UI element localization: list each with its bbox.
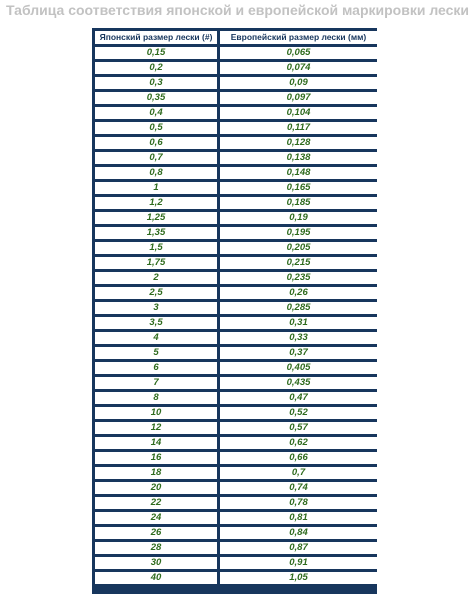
cell-european-size: 0,117 <box>220 122 377 134</box>
table-row <box>95 527 377 539</box>
cell-european-size: 0,195 <box>220 227 377 239</box>
cell-european-size: 0,47 <box>220 392 377 404</box>
cell-japanese-size: 1 <box>95 182 217 194</box>
table-row <box>95 497 377 509</box>
size-table-frame <box>92 28 377 594</box>
table-row <box>95 482 377 494</box>
cell-european-size: 0,285 <box>220 302 377 314</box>
cell-european-size: 0,91 <box>220 557 377 569</box>
cell-european-size: 0,09 <box>220 77 377 89</box>
cell-european-size: 0,148 <box>220 167 377 179</box>
table-row <box>95 422 377 434</box>
table-row <box>95 182 377 194</box>
cell-japanese-size: 2 <box>95 272 217 284</box>
cell-japanese-size: 3,5 <box>95 317 217 329</box>
size-conversion-table <box>92 28 380 587</box>
header-european-size: Европейский размер лески (мм) <box>220 31 377 44</box>
cell-european-size: 0,205 <box>220 242 377 254</box>
table-row <box>95 257 377 269</box>
cell-european-size: 0,435 <box>220 377 377 389</box>
table-row <box>95 212 377 224</box>
cell-japanese-size: 0,3 <box>95 77 217 89</box>
cell-european-size: 0,405 <box>220 362 377 374</box>
cell-japanese-size: 12 <box>95 422 217 434</box>
table-row <box>95 437 377 449</box>
table-row <box>95 512 377 524</box>
table-row <box>95 227 377 239</box>
cell-european-size: 0,37 <box>220 347 377 359</box>
table-row <box>95 362 377 374</box>
cell-european-size: 0,81 <box>220 512 377 524</box>
table-row <box>95 332 377 344</box>
cell-japanese-size: 26 <box>95 527 217 539</box>
table-row <box>95 167 377 179</box>
cell-japanese-size: 8 <box>95 392 217 404</box>
table-row <box>95 152 377 164</box>
cell-japanese-size: 1,5 <box>95 242 217 254</box>
cell-european-size: 1,05 <box>220 572 377 584</box>
page-title: Таблица соответствия японской и европейской маркировки лески <box>5 2 470 18</box>
cell-japanese-size: 6 <box>95 362 217 374</box>
table-row <box>95 242 377 254</box>
table-row <box>95 572 377 584</box>
cell-japanese-size: 0,6 <box>95 137 217 149</box>
cell-japanese-size: 0,4 <box>95 107 217 119</box>
cell-japanese-size: 0,35 <box>95 92 217 104</box>
cell-japanese-size: 0,7 <box>95 152 217 164</box>
cell-japanese-size: 0,8 <box>95 167 217 179</box>
cell-japanese-size: 40 <box>95 572 217 584</box>
cell-japanese-size: 24 <box>95 512 217 524</box>
cell-european-size: 0,097 <box>220 92 377 104</box>
table-row <box>95 347 377 359</box>
cell-japanese-size: 16 <box>95 452 217 464</box>
cell-european-size: 0,235 <box>220 272 377 284</box>
table-row <box>95 47 377 59</box>
cell-japanese-size: 7 <box>95 377 217 389</box>
table-row <box>95 272 377 284</box>
cell-japanese-size: 10 <box>95 407 217 419</box>
cell-european-size: 0,165 <box>220 182 377 194</box>
cell-japanese-size: 0,2 <box>95 62 217 74</box>
cell-european-size: 0,7 <box>220 467 377 479</box>
table-row <box>95 302 377 314</box>
table-header-row <box>95 31 377 44</box>
cell-european-size: 0,52 <box>220 407 377 419</box>
cell-japanese-size: 18 <box>95 467 217 479</box>
table-row <box>95 392 377 404</box>
cell-european-size: 0,78 <box>220 497 377 509</box>
cell-japanese-size: 1,35 <box>95 227 217 239</box>
cell-european-size: 0,87 <box>220 542 377 554</box>
table-row <box>95 542 377 554</box>
cell-japanese-size: 4 <box>95 332 217 344</box>
table-body <box>95 47 377 584</box>
cell-japanese-size: 14 <box>95 437 217 449</box>
table-row <box>95 122 377 134</box>
table-row <box>95 107 377 119</box>
cell-japanese-size: 0,5 <box>95 122 217 134</box>
cell-japanese-size: 1,75 <box>95 257 217 269</box>
table-row <box>95 407 377 419</box>
cell-european-size: 0,74 <box>220 482 377 494</box>
table-row <box>95 557 377 569</box>
cell-european-size: 0,26 <box>220 287 377 299</box>
cell-european-size: 0,62 <box>220 437 377 449</box>
cell-japanese-size: 20 <box>95 482 217 494</box>
cell-japanese-size: 0,15 <box>95 47 217 59</box>
cell-european-size: 0,138 <box>220 152 377 164</box>
cell-japanese-size: 3 <box>95 302 217 314</box>
table-row <box>95 287 377 299</box>
table-row <box>95 317 377 329</box>
table-row <box>95 62 377 74</box>
cell-european-size: 0,104 <box>220 107 377 119</box>
cell-european-size: 0,57 <box>220 422 377 434</box>
table-row <box>95 467 377 479</box>
cell-european-size: 0,66 <box>220 452 377 464</box>
cell-japanese-size: 30 <box>95 557 217 569</box>
cell-japanese-size: 1,25 <box>95 212 217 224</box>
cell-european-size: 0,185 <box>220 197 377 209</box>
table-row <box>95 377 377 389</box>
cell-european-size: 0,33 <box>220 332 377 344</box>
cell-japanese-size: 5 <box>95 347 217 359</box>
cell-european-size: 0,31 <box>220 317 377 329</box>
table-row <box>95 452 377 464</box>
cell-european-size: 0,074 <box>220 62 377 74</box>
cell-european-size: 0,84 <box>220 527 377 539</box>
cell-european-size: 0,128 <box>220 137 377 149</box>
cell-japanese-size: 22 <box>95 497 217 509</box>
table-row <box>95 92 377 104</box>
cell-japanese-size: 2,5 <box>95 287 217 299</box>
cell-european-size: 0,19 <box>220 212 377 224</box>
cell-japanese-size: 28 <box>95 542 217 554</box>
cell-european-size: 0,215 <box>220 257 377 269</box>
header-japanese-size: Японский размер лески (#) <box>95 31 217 44</box>
cell-japanese-size: 1,2 <box>95 197 217 209</box>
table-row <box>95 137 377 149</box>
table-row <box>95 77 377 89</box>
cell-european-size: 0,065 <box>220 47 377 59</box>
table-row <box>95 197 377 209</box>
